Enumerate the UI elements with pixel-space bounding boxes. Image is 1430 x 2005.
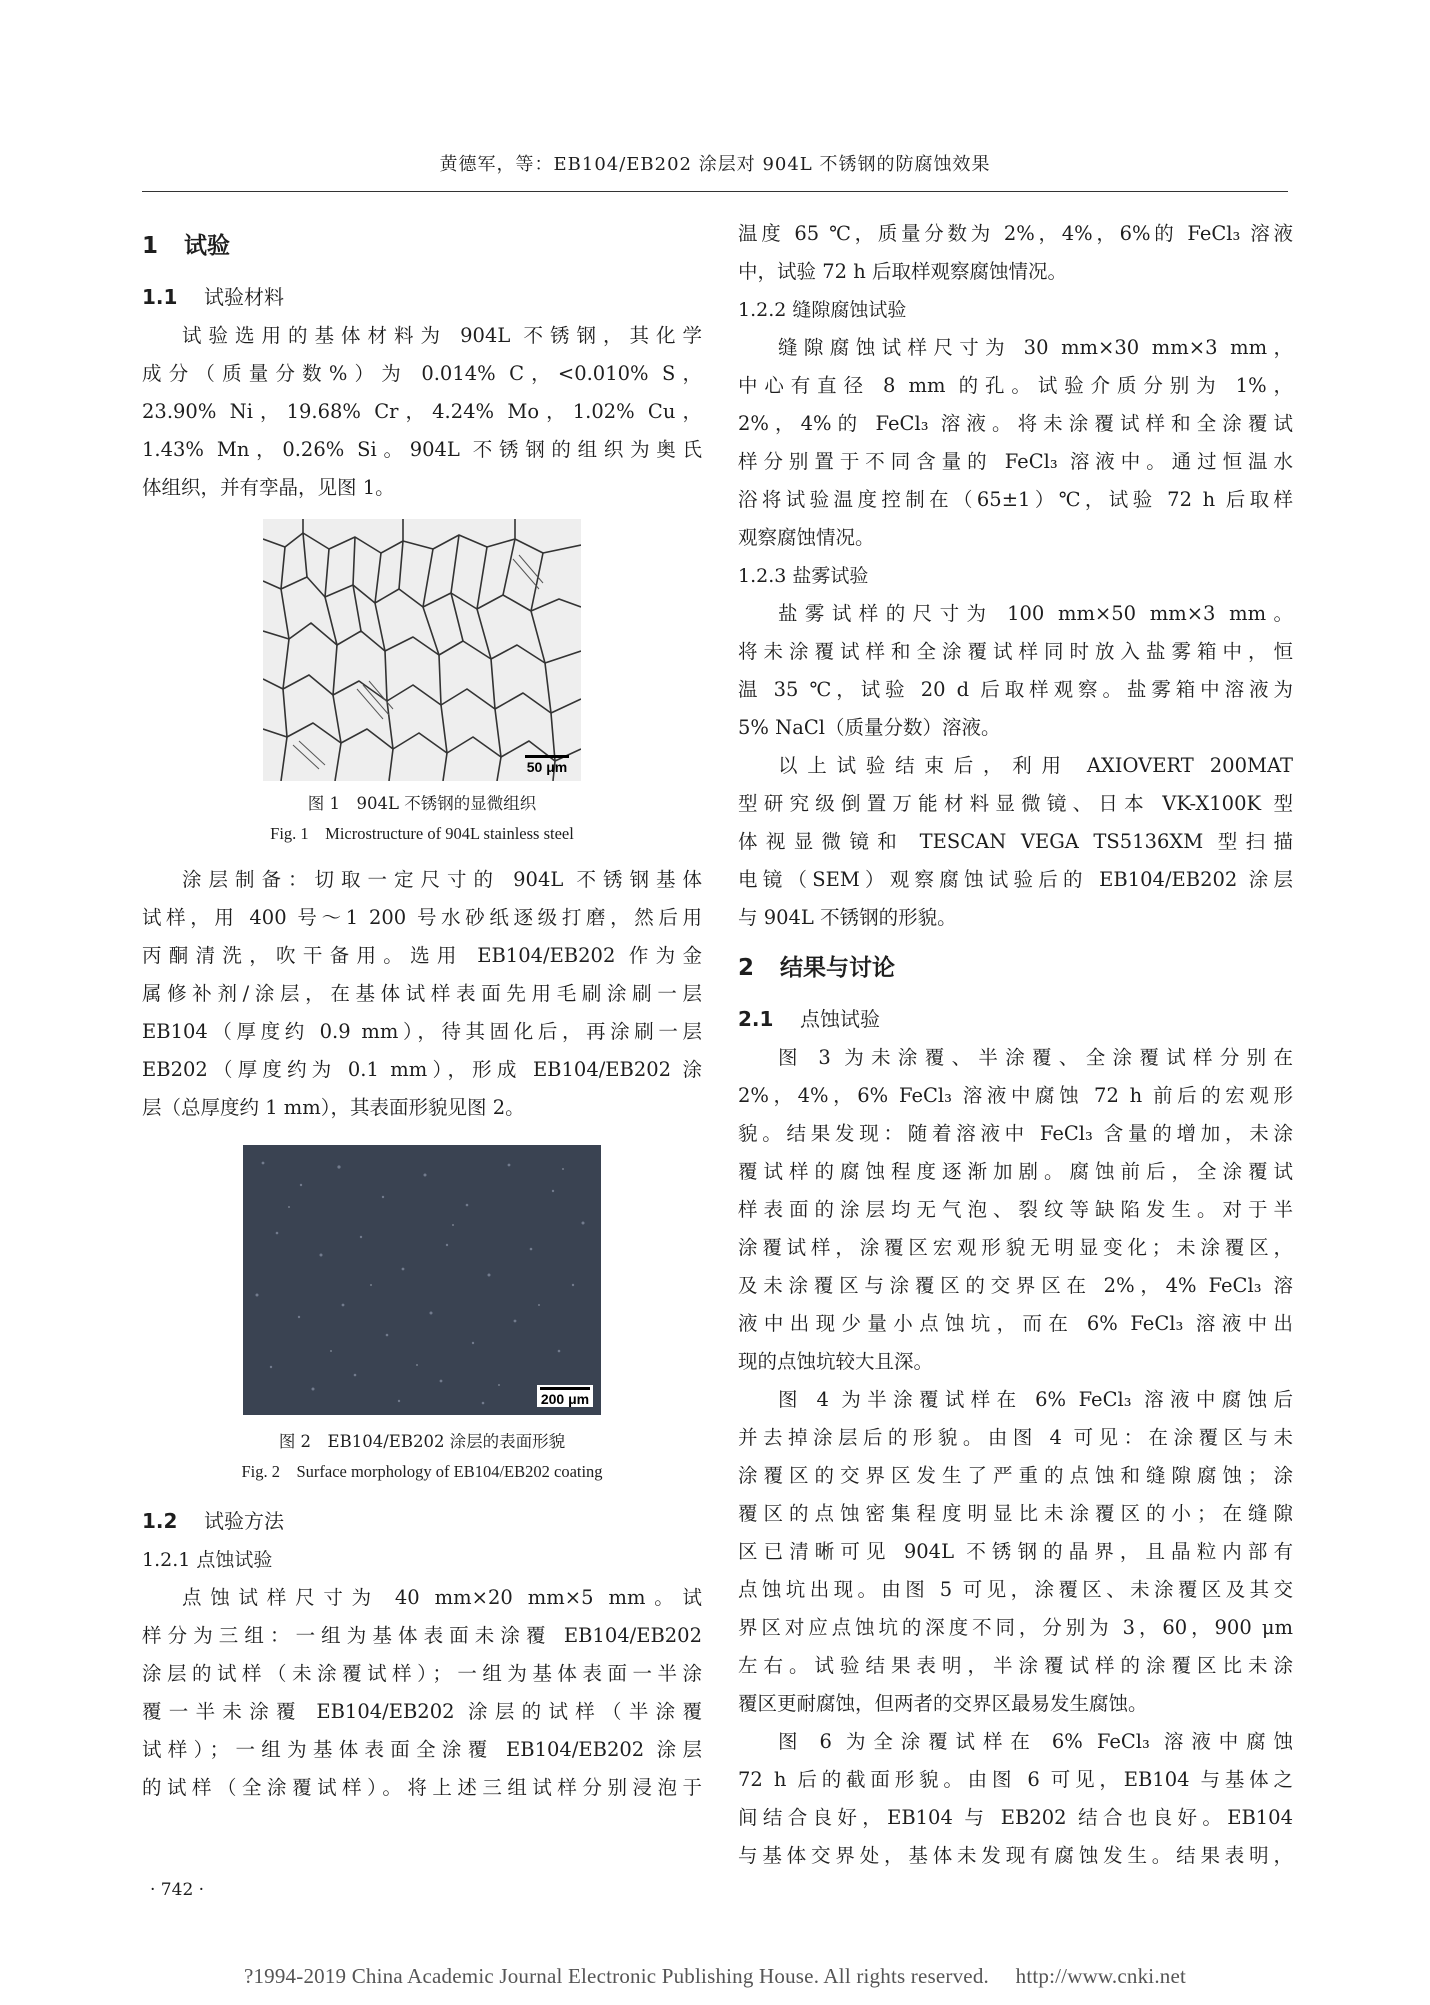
text-line: 观察腐蚀情况。 <box>738 526 875 549</box>
section-title: 点蚀试验 <box>196 1549 273 1571</box>
scale-bar <box>537 1385 593 1407</box>
paragraph-materials <box>142 317 702 507</box>
coating-texture <box>243 1145 601 1415</box>
section-number: 2 <box>738 955 755 981</box>
text-line: 点蚀坑出现。由图 5 可见，涂覆区、未涂覆区及其交 <box>738 1578 1293 1601</box>
running-header: 黄德军，等：EB104/EB202 涂层对 904L 不锈钢的防腐蚀效果 <box>439 154 991 175</box>
paragraph-crevice-method <box>738 329 1293 557</box>
text-line: 中，试验 72 h 后取样观察腐蚀情况。 <box>738 260 1067 283</box>
text-line: 点蚀试样尺寸为 40 mm×20 mm×5 mm。试 <box>182 1586 702 1609</box>
paragraph-coating-preparation <box>142 861 702 1127</box>
text-line: 缝隙腐蚀试样尺寸为 30 mm×30 mm×3 mm， <box>778 336 1293 359</box>
page-number: · 742 · <box>150 1880 205 1900</box>
section-number: 1.1 <box>142 285 178 309</box>
text-line: 盐雾试样的尺寸为 100 mm×50 mm×3 mm。 <box>778 602 1293 625</box>
text-line: 1.43% Mn，0.26% Si。904L 不锈钢的组织为奥氏 <box>142 438 702 461</box>
section-1-2-2-heading <box>738 291 1293 329</box>
paragraph-fig3-results <box>738 1039 1293 1381</box>
paragraph-salt-spray-method <box>738 595 1293 747</box>
text-line: 涂覆区的交界区发生了严重的点蚀和缝隙腐蚀；涂 <box>738 1464 1293 1487</box>
text-line: 5% NaCl（质量分数）溶液。 <box>738 716 1001 739</box>
text-line: 覆区更耐腐蚀，但两者的交界区最易发生腐蚀。 <box>738 1692 1148 1715</box>
scale-bar-label: 200 μm <box>540 1391 590 1407</box>
text-line: 样分为三组：一组为基体表面未涂覆 EB104/EB202 <box>142 1624 702 1647</box>
text-line: 涂层的试样（未涂覆试样）；一组为基体表面一半涂 <box>142 1662 702 1685</box>
text-line: 23.90% Ni，19.68% Cr，4.24% Mo，1.02% Cu， <box>142 400 702 423</box>
text-line: 样表面的涂层均无气泡、裂纹等缺陷发生。对于半 <box>738 1198 1293 1221</box>
section-title: 盐雾试验 <box>792 565 869 587</box>
text-line: 并去掉涂层后的形貌。由图 4 可见：在涂覆区与未 <box>738 1426 1293 1449</box>
text-line: 区已清晰可见 904L 不锈钢的晶界，且晶粒内部有 <box>738 1540 1293 1563</box>
text-line: 图 3 为未涂覆、半涂覆、全涂覆试样分别在 <box>778 1046 1293 1069</box>
text-line: 浴将试验温度控制在（65±1）℃，试验 72 h 后取样 <box>738 488 1293 511</box>
grain-boundary-micrograph <box>263 519 581 781</box>
text-line: 2%，4%，6% FeCl₃ 溶液中腐蚀 72 h 前后的宏观形 <box>738 1084 1293 1107</box>
coating-surface-image <box>243 1145 601 1415</box>
figure-1 <box>142 519 702 849</box>
section-2-1-heading <box>738 999 1293 1039</box>
text-line: 丙酮清洗，吹干备用。选用 EB104/EB202 作为金 <box>142 944 702 967</box>
text-line: 样分别置于不同含量的 FeCl₃ 溶液中。通过恒温水 <box>738 450 1293 473</box>
text-line: 将未涂覆试样和全涂覆试样同时放入盐雾箱中，恒 <box>738 640 1293 663</box>
text-line: 的试样（全涂覆试样）。将上述三组试样分别浸泡于 <box>142 1776 702 1799</box>
text-line: 72 h 后的截面形貌。由图 6 可见，EB104 与基体之 <box>738 1768 1293 1791</box>
figure-caption-en: Fig. 2 Surface morphology of EB104/EB202 coating <box>241 1462 603 1481</box>
scale-bar-line <box>525 755 569 758</box>
text-line: 属修补剂/涂层，在基体试样表面先用毛刷涂刷一层 <box>142 982 702 1005</box>
text-line: 间结合良好，EB104 与 EB202 结合也良好。EB104 <box>738 1806 1293 1829</box>
section-title: 试验 <box>184 233 230 259</box>
figure-caption-cn: 图 2 EB104/EB202 涂层的表面形貌 <box>278 1432 566 1451</box>
text-line: 体视显微镜和 TESCAN VEGA TS5136XM 型扫描 <box>738 830 1293 853</box>
header-rule <box>142 191 1288 192</box>
text-line: 电镜（SEM）观察腐蚀试验后的 EB104/EB202 涂层 <box>738 868 1293 891</box>
section-number: 1.2 <box>142 1509 178 1533</box>
text-line: 液中出现少量小点蚀坑，而在 6% FeCl₃ 溶液中出 <box>738 1312 1293 1335</box>
text-line: 图 4 为半涂覆试样在 6% FeCl₃ 溶液中腐蚀后 <box>778 1388 1293 1411</box>
section-1-2-heading <box>142 1501 702 1541</box>
text-line: 界区对应点蚀坑的深度不同，分别为 3，60，900 μm <box>738 1616 1293 1639</box>
figure-caption-cn: 图 1 904L 不锈钢的显微组织 <box>307 794 537 813</box>
text-line: 以上试验结束后，利用 AXIOVERT 200MAT <box>778 754 1293 777</box>
text-line: 覆区的点蚀密集程度明显比未涂覆区的小；在缝隙 <box>738 1502 1293 1525</box>
section-2-heading <box>738 937 1293 999</box>
figure-caption-en: Fig. 1 Microstructure of 904L stainless steel <box>270 824 574 843</box>
copyright-footer: ?1994-2019 China Academic Journal Electronic Publishing House. All rights reserved. http://www.cnki.net <box>243 1964 1187 1988</box>
scale-bar-line <box>540 1387 590 1390</box>
section-number: 1 <box>142 233 159 259</box>
section-1-2-3-heading <box>738 557 1293 595</box>
section-title: 点蚀试验 <box>800 1007 880 1031</box>
text-line: 左右。试验结果表明，半涂覆试样的涂覆区比未涂 <box>738 1654 1293 1677</box>
paragraph-fig4-fig5-results <box>738 1381 1293 1723</box>
section-1-1-heading <box>142 277 702 317</box>
text-line: 温 35 ℃，试验 20 d 后取样观察。盐雾箱中溶液为 <box>738 678 1293 701</box>
text-line: 貌。结果发现：随着溶液中 FeCl₃ 含量的增加，未涂 <box>738 1122 1293 1145</box>
text-line: 图 6 为全涂覆试样在 6% FeCl₃ 溶液中腐蚀 <box>778 1730 1293 1753</box>
section-number: 1.2.3 <box>738 565 787 587</box>
text-line: 中心有直径 8 mm 的孔。试验介质分别为 1%， <box>738 374 1293 397</box>
text-line: 成分（质量分数%）为 0.014% C，<0.010% S， <box>142 362 702 385</box>
text-line: 体组织，并有孪晶，见图 1。 <box>142 476 395 499</box>
text-line: 试验选用的基体材料为 904L 不锈钢，其化学 <box>182 324 702 347</box>
text-line: 试样，用 400 号～1 200 号水砂纸逐级打磨，然后用 <box>142 906 702 929</box>
text-line: EB104（厚度约 0.9 mm），待其固化后，再涂刷一层 <box>142 1020 702 1043</box>
text-line: 及未涂覆区与涂覆区的交界区在 2%，4% FeCl₃ 溶 <box>738 1274 1293 1297</box>
left-column <box>142 215 702 1807</box>
text-line: 覆试样的腐蚀程度逐渐加剧。腐蚀前后，全涂覆试 <box>738 1160 1293 1183</box>
microstructure-image <box>263 519 581 781</box>
section-title: 试验方法 <box>204 1509 284 1533</box>
text-line: 涂层制备：切取一定尺寸的 904L 不锈钢基体 <box>182 868 702 891</box>
scale-bar-label: 50 μm <box>526 759 568 775</box>
paragraph-pitting-method-cont <box>738 215 1293 291</box>
section-1-2-1-heading <box>142 1541 702 1579</box>
text-line: 现的点蚀坑较大且深。 <box>738 1350 934 1373</box>
scale-bar <box>525 755 569 775</box>
paragraph-pitting-method <box>142 1579 702 1807</box>
section-title: 结果与讨论 <box>780 955 895 981</box>
text-line: 覆一半未涂覆 EB104/EB202 涂层的试样（半涂覆 <box>142 1700 702 1723</box>
section-1-heading <box>142 215 702 277</box>
paragraph-fig6-results <box>738 1723 1293 1875</box>
section-title: 试验材料 <box>204 285 284 309</box>
text-line: 涂覆试样，涂覆区宏观形貌无明显变化；未涂覆区， <box>738 1236 1293 1259</box>
right-column <box>738 215 1293 1875</box>
section-number: 1.2.2 <box>738 299 787 321</box>
section-number: 1.2.1 <box>142 1549 191 1571</box>
text-line: 试样）；一组为基体表面全涂覆 EB104/EB202 涂层 <box>142 1738 702 1761</box>
text-line: 型研究级倒置万能材料显微镜、日本 VK-X100K 型 <box>738 792 1293 815</box>
text-line: 与 904L 不锈钢的形貌。 <box>738 906 957 929</box>
paragraph-observation <box>738 747 1293 937</box>
text-line: 2%，4%的 FeCl₃ 溶液。将未涂覆试样和全涂覆试 <box>738 412 1293 435</box>
section-number: 2.1 <box>738 1007 774 1031</box>
text-line: 与基体交界处，基体未发现有腐蚀发生。结果表明， <box>738 1844 1293 1867</box>
figure-2 <box>142 1145 702 1487</box>
section-title: 缝隙腐蚀试验 <box>792 299 907 321</box>
text-line: EB202（厚度约为 0.1 mm），形成 EB104/EB202 涂 <box>142 1058 702 1081</box>
text-line: 温度 65 ℃，质量分数为 2%，4%，6%的 FeCl₃ 溶液 <box>738 222 1293 245</box>
text-line: 层（总厚度约 1 mm），其表面形貌见图 2。 <box>142 1096 525 1119</box>
